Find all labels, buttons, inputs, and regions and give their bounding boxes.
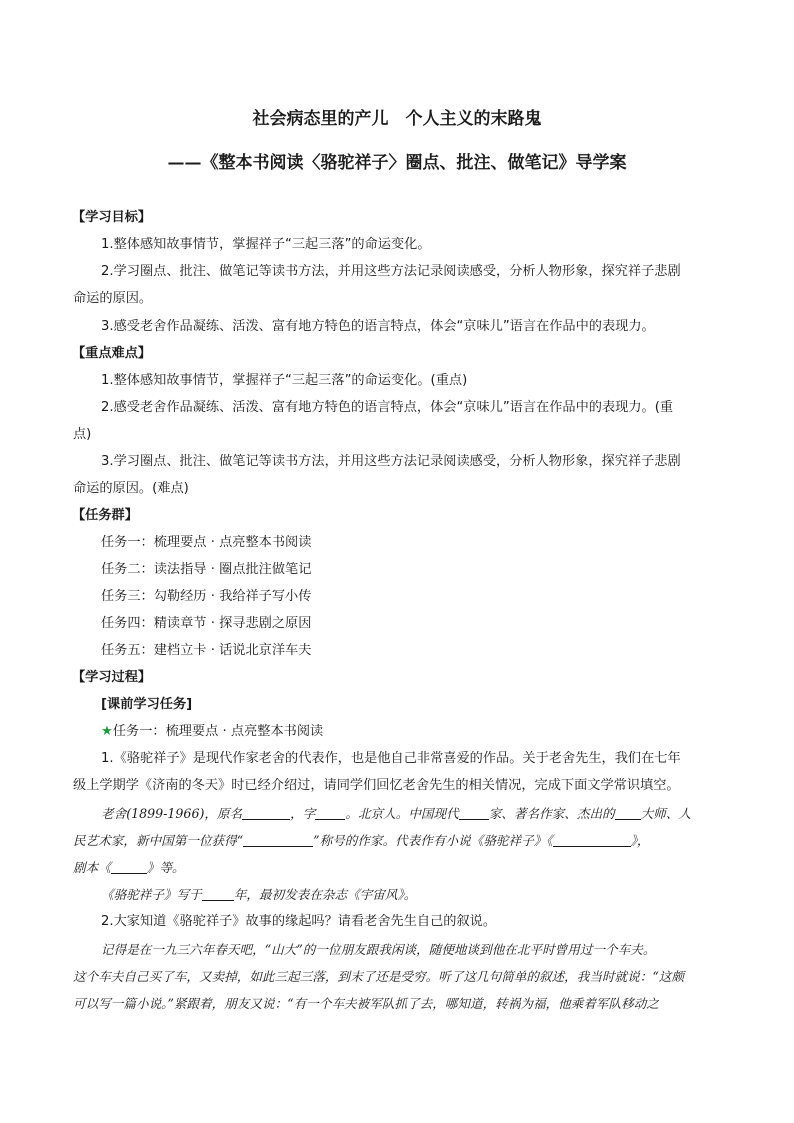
answer-blank[interactable] — [459, 806, 489, 820]
fill-text: 》等。 — [146, 860, 185, 875]
answer-blank[interactable] — [242, 806, 290, 820]
fill-text: 家、著名作家、杰出的 — [488, 806, 615, 821]
tasks-heading: 【任务群】 — [72, 508, 138, 523]
fill-text: 大师、人 — [640, 806, 691, 821]
key-points-heading: 【重点难点】 — [72, 346, 152, 361]
fill-blank-line1 — [101, 805, 691, 823]
fill-blank-line3 — [73, 859, 185, 877]
key-point-2-line1: 2.感受老舍作品凝练、活泼、富有地方特色的语言特点，体会“京味儿”语言在作品中的表现力。(重 — [101, 400, 674, 415]
question-1-line1: 1.《骆驼祥子》是现代作家老舍的代表作，也是他自己非常喜爱的作品。关于老舍先生，我们在七年 — [101, 751, 681, 766]
question-1-line2: 级上学期学《济南的冬天》时已经介绍过，请同学们回忆老舍先生的相关情况，完成下面文学常识填空。 — [73, 778, 680, 793]
fill-text: ，字 — [290, 806, 316, 821]
key-point-3-line2: 命运的原因。(难点) — [73, 481, 189, 496]
fill-text: 民艺术家，新中国第一位获得“ — [73, 833, 244, 848]
objectives-heading: 【学习目标】 — [72, 210, 152, 225]
objective-3: 3.感受老舍作品凝练、活泼、富有地方特色的语言特点，体会“京味儿”语言在作品中的表现力。 — [101, 319, 655, 334]
pre-class-heading: [课前学习任务] — [101, 697, 193, 712]
key-point-3-line1: 3.学习圈点、批注、做笔记等读书方法，并用这些方法记录阅读感受，分析人物形象，探究祥子悲剧 — [101, 454, 681, 469]
fill-text: 老舍(1899-1966)，原名 — [101, 806, 243, 821]
fill-text: 》， — [630, 833, 650, 848]
fill-text: ”称号的作家。代表作有小说《骆驼祥子》《 — [313, 833, 553, 848]
fill-blank-line4 — [101, 886, 416, 904]
objective-2-line2: 命运的原因。 — [73, 291, 153, 306]
key-point-2-line2: 点) — [73, 427, 92, 442]
answer-blank[interactable] — [615, 806, 641, 820]
task1-label: 任务一：梳理要点 · 点亮整本书阅读 — [112, 724, 324, 739]
objective-1: 1.整体感知故事情节，掌握祥子“三起三落”的命运变化。 — [101, 237, 431, 252]
document-subtitle: ——《整本书阅读〈骆驼祥子〉圈点、批注、做笔记》导学案 — [167, 153, 627, 173]
task-item: 任务四：精读章节 · 探寻悲剧之原因 — [101, 616, 312, 631]
question-2: 2.大家知道《骆驼祥子》故事的缘起吗？请看老舍先生自己的叙说。 — [101, 914, 497, 929]
answer-blank[interactable] — [243, 833, 313, 847]
answer-blank[interactable] — [202, 887, 234, 901]
task-item: 任务三：勾勒经历 · 我给祥子写小传 — [101, 589, 312, 604]
document-title: 社会病态里的产儿 个人主义的末路鬼 — [252, 109, 542, 129]
key-point-1: 1.整体感知故事情节，掌握祥子“三起三落”的命运变化。(重点) — [101, 373, 468, 388]
fill-text: 。北京人。中国现代 — [345, 806, 459, 821]
fill-text: 《骆驼祥子》写于 — [101, 887, 202, 902]
answer-blank[interactable] — [111, 860, 147, 874]
answer-blank[interactable] — [553, 833, 631, 847]
task-item: 任务一：梳理要点 · 点亮整本书阅读 — [101, 535, 312, 550]
fill-blank-line2 — [73, 832, 649, 850]
fill-text: 年，最初发表在杂志《宇宙风》。 — [233, 887, 417, 902]
objective-2-line1: 2.学习圈点、批注、做笔记等读书方法，并用这些方法记录阅读感受，分析人物形象，探究祥子悲剧 — [101, 264, 681, 279]
task1-line — [101, 723, 323, 741]
star-icon: ★ — [101, 724, 113, 739]
quote-line1: 记得是在一九三六年春天吧，“山大”的一位朋友跟我闲谈，随便地谈到他在北平时曾用过一个车夫。 — [101, 942, 656, 957]
task-item: 任务五：建档立卡 · 话说北京洋车夫 — [101, 643, 312, 658]
task-item: 任务二：读法指导 · 圈点批注做笔记 — [101, 562, 312, 577]
process-heading: 【学习过程】 — [72, 670, 152, 685]
fill-text: 剧本《 — [73, 860, 111, 875]
answer-blank[interactable] — [315, 806, 345, 820]
quote-line3: 可以写一篇小说。”紧跟着，朋友又说：“有一个车夫被军队抓了去，哪知道，转祸为福，他乘着军队移动之 — [73, 996, 659, 1011]
quote-line2: 这个车夫自己买了车，又卖掉，如此三起三落，到末了还是受穷。听了这几句简单的叙述，我当时就说：“这颇 — [73, 969, 684, 984]
